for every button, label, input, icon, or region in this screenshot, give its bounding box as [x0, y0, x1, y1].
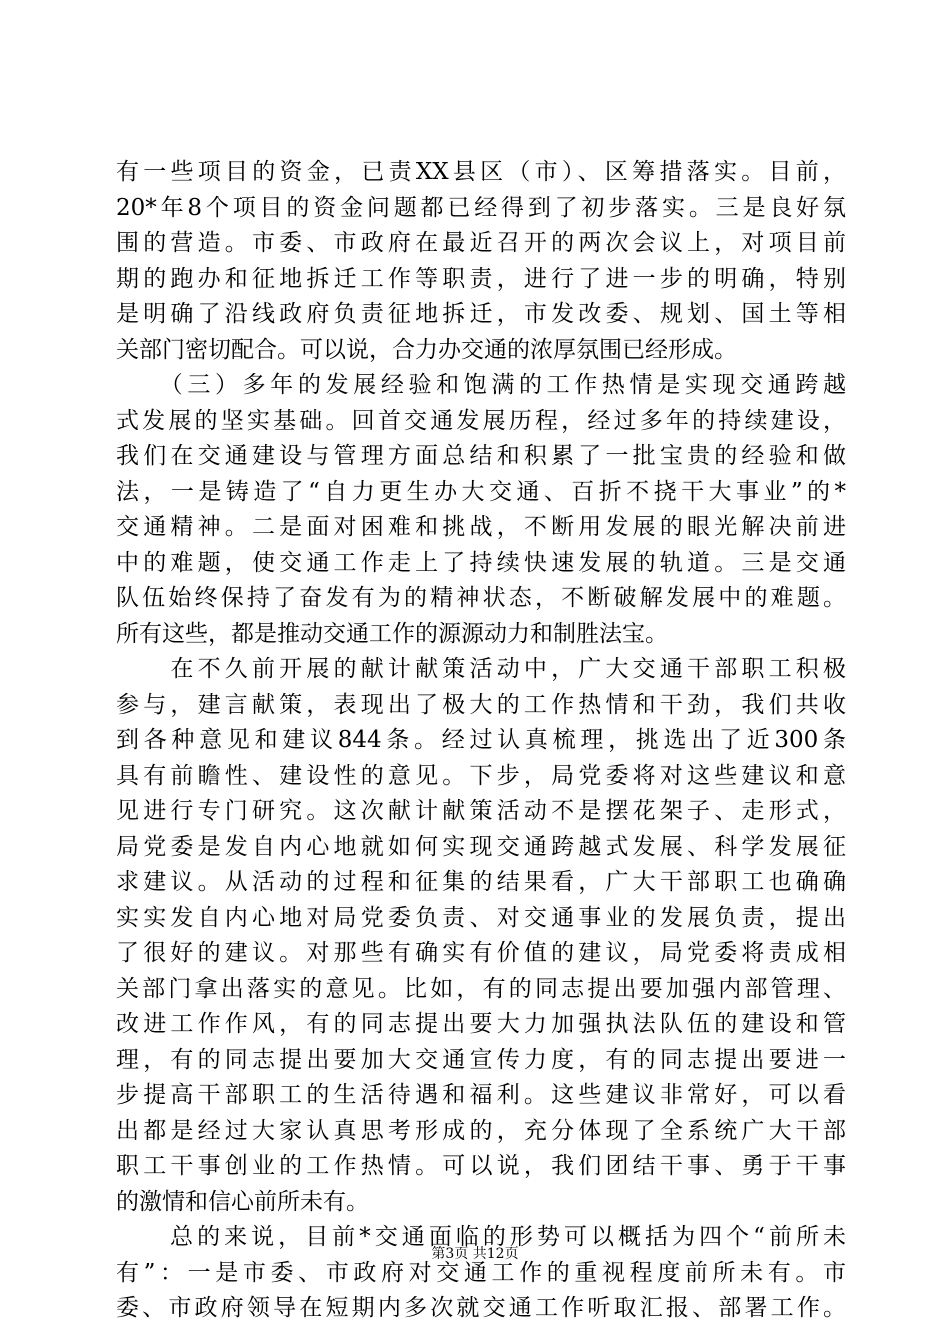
text-line: 中的难题，使交通工作走上了持续快速发展的轨道。三是交通 [116, 549, 846, 576]
text-line: 是明确了沿线政府负责征地拆迁，市发改委、规划、国土等相 [116, 301, 846, 327]
text-line: 实实发自内心地对局党委负责、对交通事业的发展负责，提出 [116, 904, 846, 931]
text-line: 理，有的同志提出要加大交通宣传力度，有的同志提出要进一 [116, 1046, 846, 1073]
text-line: 法，一是铸造了“自力更生办大交通、百折不挠干大事业”的* [116, 478, 846, 505]
text-line: 步提高干部职工的生活待遇和福利。这些建议非常好，可以看 [116, 1082, 846, 1108]
text-line: 参与，建言献策，表现出了极大的工作热情和干劲，我们共收 [116, 691, 846, 718]
text-line: 出都是经过大家认真思考形成的，充分体现了全系统广大干部 [116, 1117, 846, 1144]
text-line: 见进行专门研究。这次献计献策活动不是摆花架子、走形式， [116, 798, 846, 824]
text-line: 关部门拿出落实的意见。比如，有的同志提出要加强内部管理、 [116, 975, 846, 1002]
body-text [116, 155, 846, 1327]
text-line: 职工干事创业的工作热情。可以说，我们团结干事、勇于干事 [116, 1153, 846, 1179]
text-line: 的激情和信心前所未有。 [116, 1188, 369, 1215]
text-line: 围的营造。市委、市政府在最近召开的两次会议上，对项目前 [116, 230, 846, 256]
text-line: 有”：一是市委、市政府对交通工作的重视程度前所未有。市 [116, 1259, 846, 1286]
text-line: 到各种意见和建议844条。经过认真梳理，挑选出了近300条 [116, 727, 846, 753]
text-line: 委、市政府领导在短期内多次就交通工作听取汇报、部署工作。 [116, 1295, 846, 1321]
text-line: 关部门密切配合。可以说，合力办交通的浓厚氛围已经形成。 [116, 336, 737, 363]
text-line: 交通精神。二是面对困难和挑战，不断用发展的眼光解决前进 [116, 514, 846, 540]
text-line: 式发展的坚实基础。回首交通发展历程，经过多年的持续建设， [116, 407, 846, 434]
text-line: 总的来说，目前*交通面临的形势可以概括为四个“前所未 [116, 1224, 846, 1250]
text-line: 求建议。从活动的过程和征集的结果看，广大干部职工也确确 [116, 869, 846, 895]
text-line: （三）多年的发展经验和饱满的工作热情是实现交通跨越 [116, 372, 846, 398]
text-line: 有一些项目的资金，已责XX县区（市）、区筹措落实。目前， [116, 159, 846, 185]
text-line: 在不久前开展的献计献策活动中，广大交通干部职工积极 [116, 656, 846, 682]
text-line: 我们在交通建设与管理方面总结和积累了一批宝贵的经验和做 [116, 443, 846, 469]
text-line: 局党委是发自内心地就如何实现交通跨越式发展、科学发展征 [116, 833, 846, 860]
text-line: 期的跑办和征地拆迁工作等职责，进行了进一步的明确，特别 [116, 265, 846, 292]
text-line: 了很好的建议。对那些有确实有价值的建议，局党委将责成相 [116, 940, 846, 966]
text-line: 20*年8个项目的资金问题都已经得到了初步落实。三是良好氛 [116, 194, 846, 221]
text-line: 队伍始终保持了奋发有为的精神状态，不断破解发展中的难题。 [116, 585, 846, 611]
text-line: 具有前瞻性、建设性的意见。下步，局党委将对这些建议和意 [116, 762, 846, 789]
text-line: 所有这些，都是推动交通工作的源源动力和制胜法宝。 [116, 620, 668, 647]
text-line: 改进工作作风，有的同志提出要大力加强执法队伍的建设和管 [116, 1011, 846, 1037]
page-number-footer: 第3页 共12页 [431, 1246, 519, 1262]
